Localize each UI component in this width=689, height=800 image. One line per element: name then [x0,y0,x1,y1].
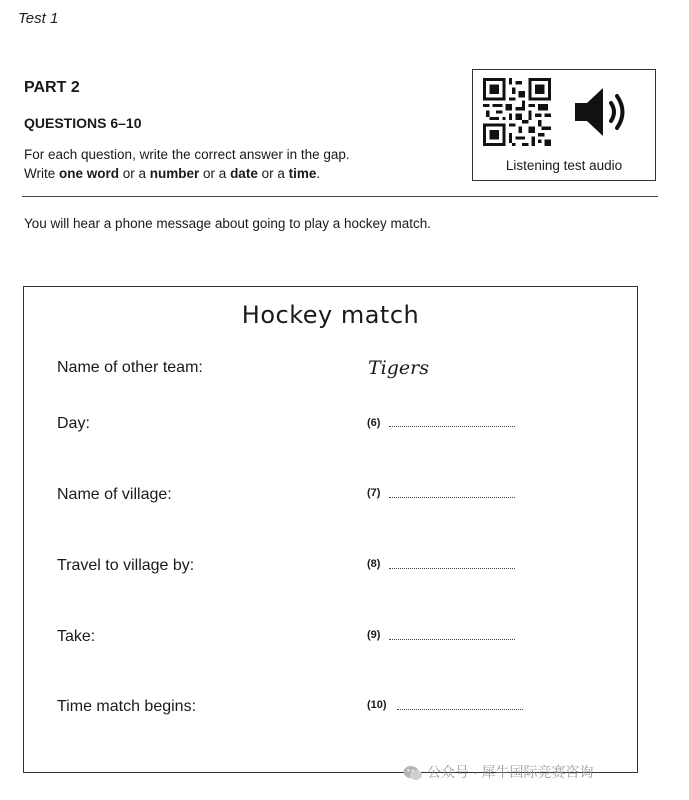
instr-text: . [316,166,321,181]
speaker-icon[interactable] [573,84,635,140]
wechat-icon [403,765,423,781]
instruction-line-1: For each question, write the correct answer in the gap. [24,147,350,162]
example-answer: Tigers [368,357,429,379]
row-label-village: Name of village: [57,486,172,503]
test-label: Test 1 [18,10,59,27]
instr-text: or a [199,166,231,181]
question-number-6: (6) [367,417,381,429]
watermark [403,762,593,782]
question-number-10: (10) [367,699,387,711]
row-label-take: Take: [57,628,96,645]
question-number-8: (8) [367,558,381,570]
answer-gap-8[interactable] [389,568,515,569]
instr-bold: one word [59,166,120,181]
instruction-line-2 [24,165,320,183]
part-title: PART 2 [24,79,80,96]
row-label-travel: Travel to village by: [57,557,195,574]
instr-text: or a [257,166,289,181]
audio-box[interactable] [472,69,656,181]
watermark-text: 公众号 · 犀牛国际竞赛咨询 [427,764,594,780]
question-number-9: (9) [367,629,381,641]
instr-text: Write [24,166,60,181]
intro-text: You will hear a phone message about going to play a hockey match. [24,216,432,231]
row-label-time: Time match begins: [57,698,197,715]
instr-text: or a [119,166,150,181]
question-number-7: (7) [367,487,381,499]
hockey-form [23,286,638,773]
instr-bold: date [230,166,258,181]
instr-bold: time [288,166,317,181]
answer-gap-9[interactable] [389,639,515,640]
answer-gap-7[interactable] [389,497,515,498]
divider [22,196,658,197]
instr-bold: number [149,166,200,181]
form-title: Hockey match [241,301,420,329]
questions-title: QUESTIONS 6–10 [24,115,142,131]
row-label-day: Day: [57,415,90,432]
audio-label: Listening test audio [505,158,623,173]
example-label: Name of other team: [57,359,203,376]
answer-gap-10[interactable] [397,709,523,710]
qr-code-icon[interactable] [483,78,551,146]
answer-gap-6[interactable] [389,426,515,427]
